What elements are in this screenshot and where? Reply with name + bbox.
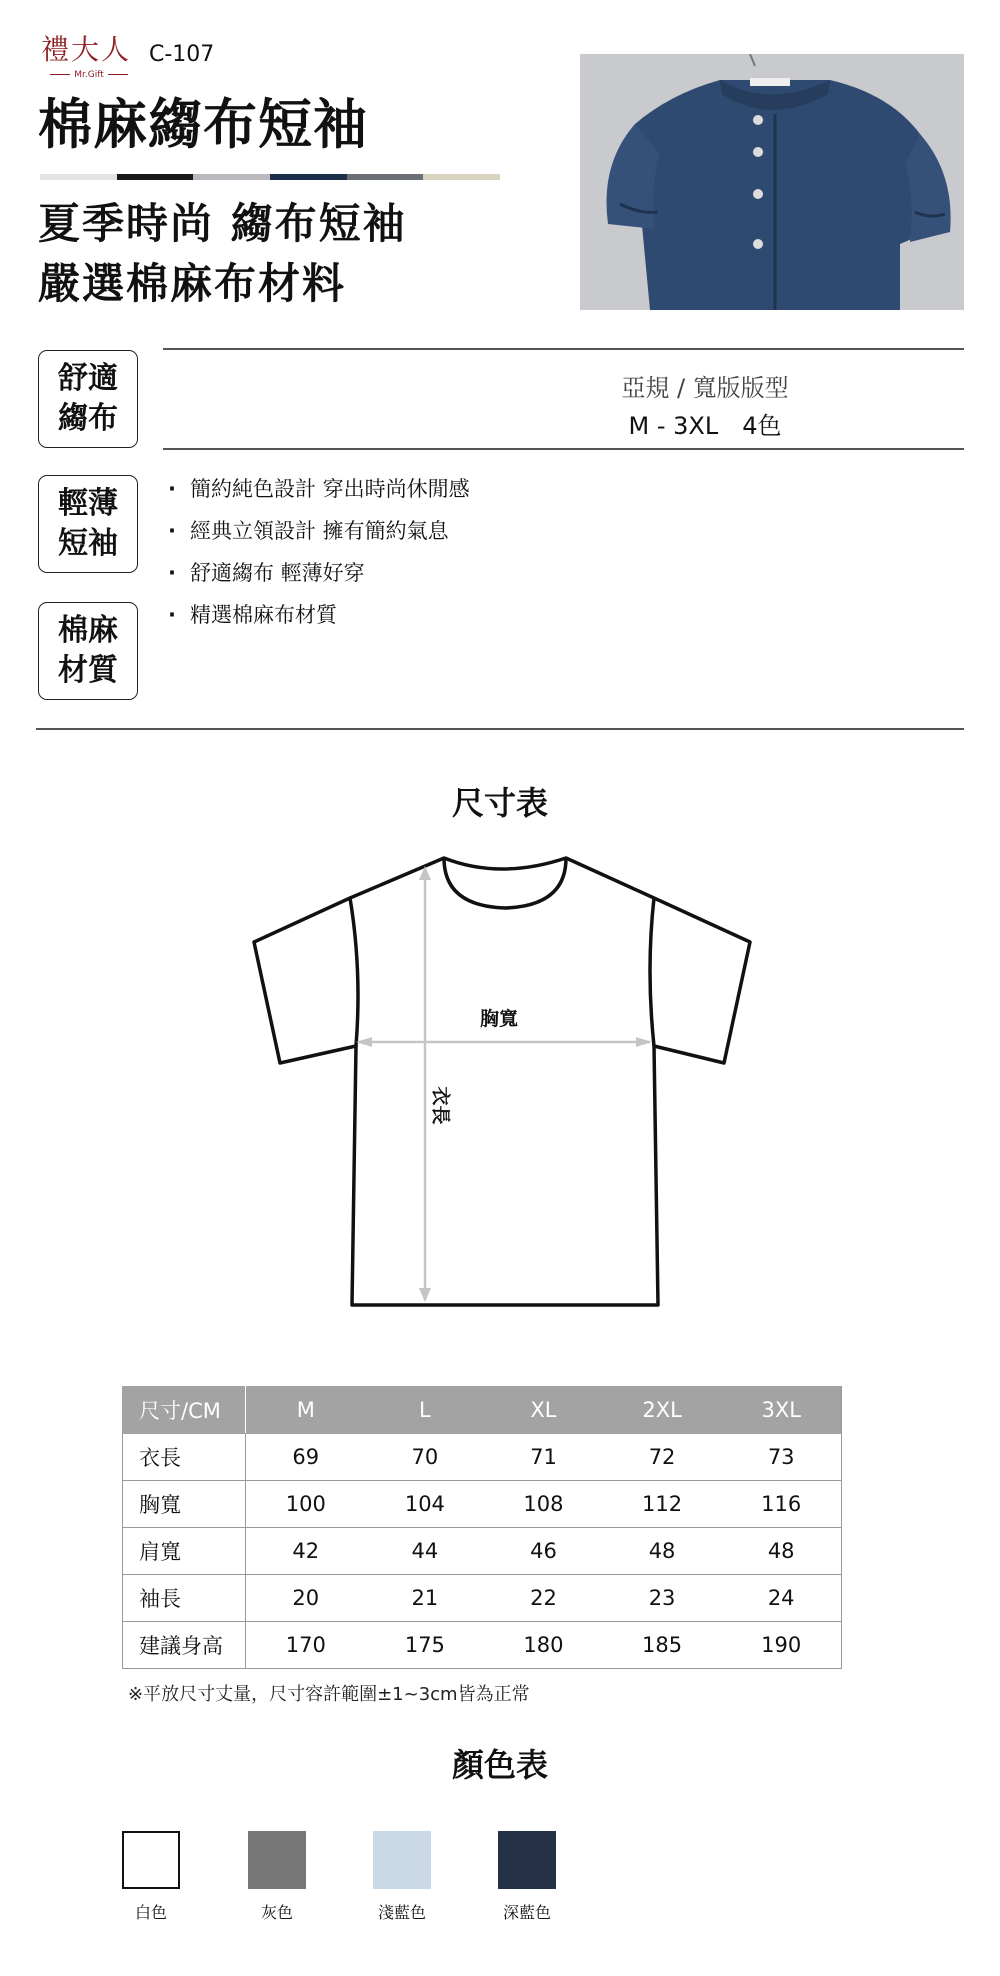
- table-cell: 46: [484, 1528, 603, 1575]
- table-cell: 112: [603, 1481, 722, 1528]
- color-bar-segment: [40, 174, 117, 180]
- table-cell: 建議身高: [123, 1622, 246, 1669]
- table-cell: 170: [246, 1622, 366, 1669]
- feature-badge: [38, 602, 138, 700]
- feature-badge: [38, 350, 138, 448]
- feature-bullet: · 舒適縐布 輕薄好穿: [168, 552, 470, 594]
- product-title: 棉麻縐布短袖: [38, 93, 368, 156]
- shirt-illustration: [580, 54, 964, 310]
- table-cell: 175: [366, 1622, 485, 1669]
- tshirt-diagram: [250, 850, 760, 1310]
- measurement-note: ※平放尺寸丈量，尺寸容許範圍±1~3cm皆為正常: [128, 1684, 530, 1705]
- table-cell: 21: [366, 1575, 485, 1622]
- spec-fit: 亞規 / 寬版版型: [621, 374, 789, 402]
- table-cell: 42: [246, 1528, 366, 1575]
- color-bar-segment: [423, 174, 500, 180]
- subtitle-line-1: 夏季時尚 縐布短袖: [38, 199, 407, 248]
- color-swatch-navy: [498, 1831, 556, 1889]
- table-header-cell: M: [246, 1387, 366, 1434]
- table-cell: 72: [603, 1434, 722, 1481]
- color-name: 深藍色: [502, 1903, 551, 1922]
- divider: [36, 728, 964, 730]
- color-chart-title: 顏色表: [451, 1746, 548, 1784]
- table-header-cell: 尺寸/CM: [123, 1387, 246, 1434]
- table-cell: 116: [721, 1481, 841, 1528]
- table-cell: 108: [484, 1481, 603, 1528]
- product-code: C-107: [149, 42, 215, 67]
- size-chart-title: 尺寸表: [451, 784, 548, 822]
- table-cell: 23: [603, 1575, 722, 1622]
- divider: [163, 448, 964, 450]
- feature-badge-label: 輕薄短袖: [58, 486, 118, 561]
- table-row: [123, 1528, 842, 1575]
- table-cell: 衣長: [123, 1434, 246, 1481]
- brand-logo-en: Mr.Gift: [44, 70, 134, 80]
- color-swatch-white: [122, 1831, 180, 1889]
- table-row: [123, 1481, 842, 1528]
- color-swatch-gray: [248, 1831, 306, 1889]
- color-swatch-light-blue: [373, 1831, 431, 1889]
- table-header-cell: 2XL: [603, 1387, 722, 1434]
- table-header-cell: XL: [484, 1387, 603, 1434]
- table-cell: 190: [721, 1622, 841, 1669]
- color-bar-segment: [347, 174, 424, 180]
- table-cell: 48: [721, 1528, 841, 1575]
- table-cell: 48: [603, 1528, 722, 1575]
- table-cell: 24: [721, 1575, 841, 1622]
- table-row: [123, 1434, 842, 1481]
- table-cell: 70: [366, 1434, 485, 1481]
- feature-badge-label: 棉麻材質: [58, 613, 118, 688]
- table-header-cell: L: [366, 1387, 485, 1434]
- spec-sizes-colors: M - 3XL 4色: [628, 412, 782, 440]
- size-table-wrap: [122, 1386, 842, 1669]
- table-cell: 100: [246, 1481, 366, 1528]
- table-cell: 185: [603, 1622, 722, 1669]
- color-name: 灰色: [260, 1903, 293, 1922]
- table-cell: 180: [484, 1622, 603, 1669]
- length-label: 衣長: [429, 1086, 452, 1125]
- product-photo: [580, 54, 964, 310]
- feature-bullet: · 簡約純色設計 穿出時尚休閒感: [168, 468, 470, 510]
- color-bar: [40, 174, 500, 180]
- color-bar-segment: [117, 174, 194, 180]
- table-cell: 肩寬: [123, 1528, 246, 1575]
- table-cell: 22: [484, 1575, 603, 1622]
- table-header-row: [123, 1387, 842, 1434]
- feature-bullet: · 精選棉麻布材質: [168, 594, 470, 636]
- table-header-cell: 3XL: [721, 1387, 841, 1434]
- feature-badge-label: 舒適縐布: [58, 361, 118, 436]
- table-cell: 71: [484, 1434, 603, 1481]
- color-bar-segment: [193, 174, 270, 180]
- feature-bullet-list: [168, 468, 470, 636]
- table-row: [123, 1622, 842, 1669]
- table-cell: 44: [366, 1528, 485, 1575]
- table-cell: 73: [721, 1434, 841, 1481]
- table-row: [123, 1575, 842, 1622]
- color-name: 白色: [134, 1903, 167, 1922]
- size-table: [122, 1386, 842, 1669]
- feature-bullet: · 經典立領設計 擁有簡約氣息: [168, 510, 470, 552]
- color-name: 淺藍色: [377, 1903, 426, 1922]
- divider: [163, 348, 964, 350]
- color-bar-segment: [270, 174, 347, 180]
- table-cell: 20: [246, 1575, 366, 1622]
- table-cell: 104: [366, 1481, 485, 1528]
- feature-badge: [38, 475, 138, 573]
- brand-logo: 禮大人: [41, 33, 132, 66]
- chest-label: 胸寬: [480, 1008, 519, 1030]
- table-cell: 胸寬: [123, 1481, 246, 1528]
- table-cell: 袖長: [123, 1575, 246, 1622]
- subtitle-line-2: 嚴選棉麻布材料: [38, 259, 347, 308]
- table-cell: 69: [246, 1434, 366, 1481]
